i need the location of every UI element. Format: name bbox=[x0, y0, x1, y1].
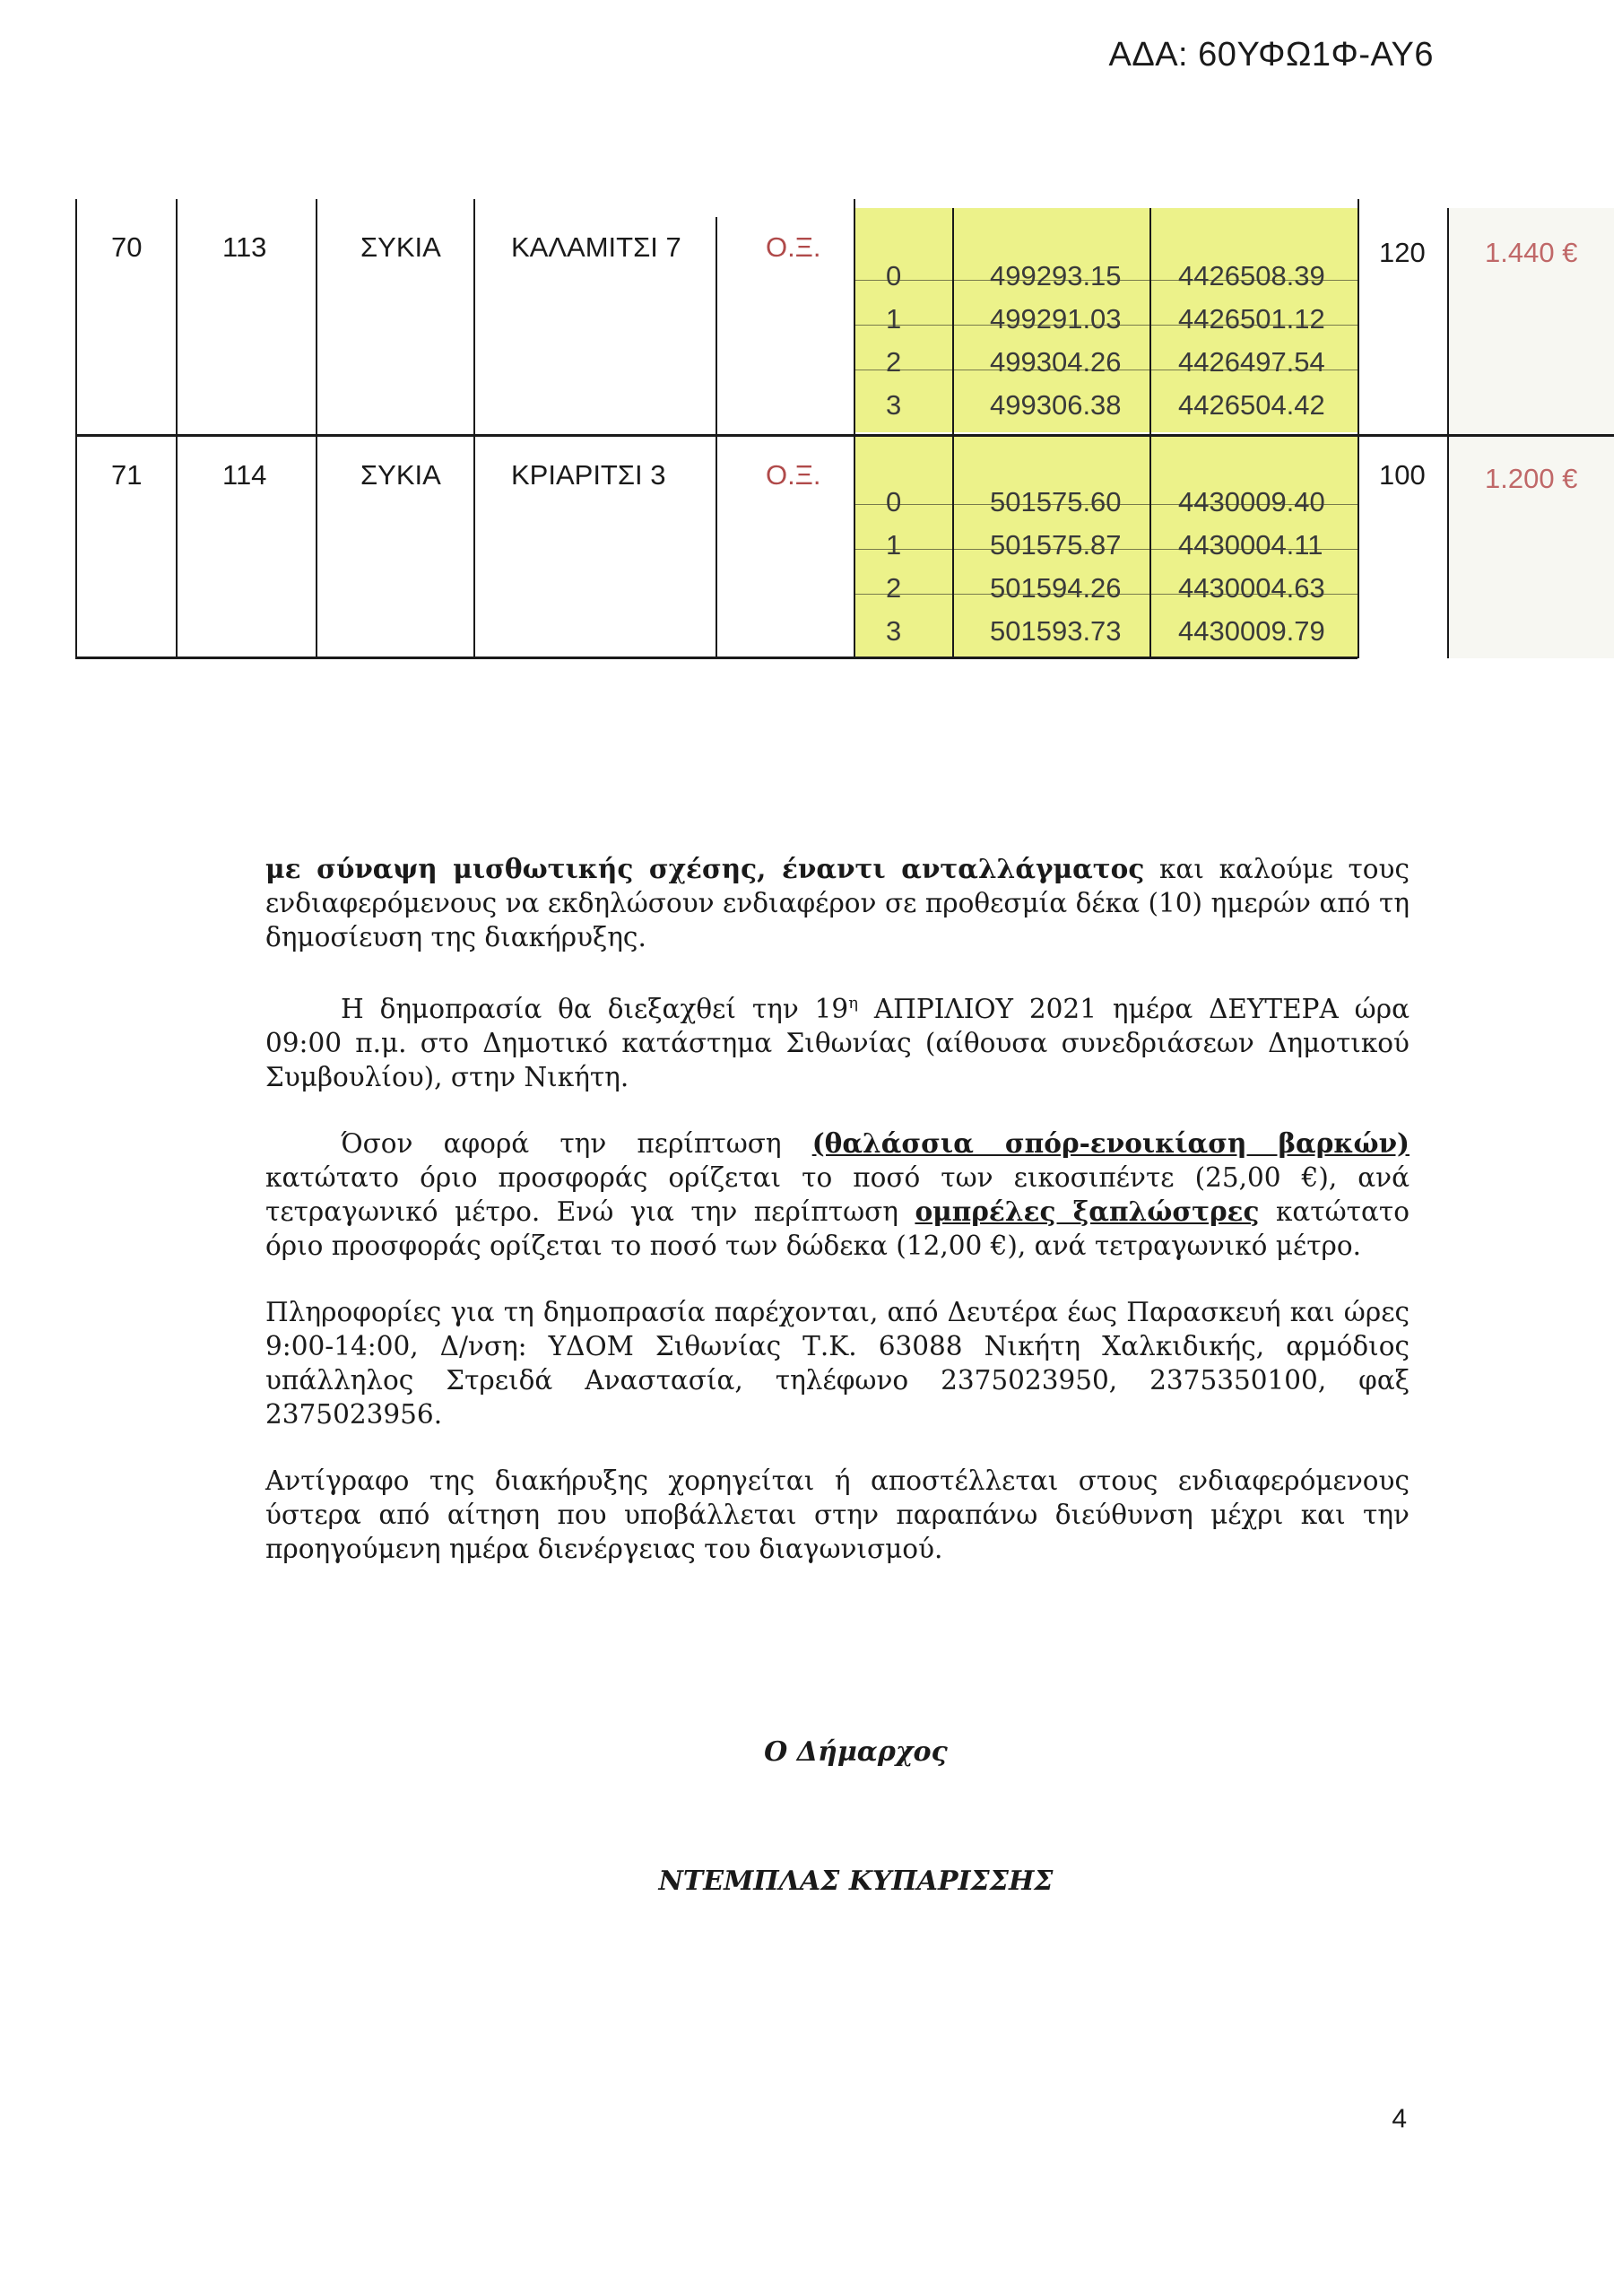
row-code: 114 bbox=[222, 459, 267, 491]
row-price: 1.200 € bbox=[1485, 463, 1578, 494]
paragraph-prices: Όσον αφορά την περίπτωση (θαλάσσια σπόρ-ενοικίαση βαρκών) κατώτατο όριο προσφοράς ορίζεται το ποσό των εικοσιπέντε (25,00 €), ανά τετραγωνικό μέτρο. Ενώ για την περίπτωση ομπρέλες ξαπλώστρες κατώτατο όριο προσφοράς ορίζεται το ποσό των δώδεκα (12,00 €), ανά τετραγωνικό μέτρο. bbox=[265, 1126, 1410, 1261]
price-column-bg bbox=[1447, 208, 1614, 658]
ada-code: ΑΔΑ: 60ΥΦΩ1Φ-ΑΥ6 bbox=[1108, 36, 1434, 74]
coord-row: 1 501575.87 4430004.11 bbox=[886, 529, 1323, 561]
coord-row: 0 501575.60 4430009.40 bbox=[886, 486, 1325, 517]
row-use: Ο.Ξ. bbox=[766, 459, 821, 491]
coord-row: 1 499291.03 4426501.12 bbox=[886, 303, 1325, 335]
col-line bbox=[176, 199, 178, 658]
row-divider-right bbox=[1357, 434, 1614, 437]
coord-row: 3 499306.38 4426504.42 bbox=[886, 389, 1325, 421]
col-line bbox=[75, 199, 77, 658]
col-line bbox=[473, 199, 475, 658]
land-table bbox=[75, 199, 1614, 658]
row-use: Ο.Ξ. bbox=[766, 231, 821, 263]
body-text bbox=[265, 852, 1409, 1566]
paragraph-intro: με σύναψη μισθωτικής σχέσης, έναντι ανταλλάγματος και καλούμε τους ενδιαφερόμενους να εκδηλώσουν ενδιαφέρον σε προθεσμία δέκα (10) ημερών από τη δημοσίευση της διακήρυξης. bbox=[265, 853, 1410, 952]
col-line bbox=[1447, 208, 1449, 658]
page-number: 4 bbox=[1392, 2104, 1407, 2134]
row-code: 113 bbox=[222, 231, 267, 263]
col-line bbox=[1357, 199, 1359, 658]
paragraph-auction-date: Η δημοπρασία θα διεξαχθεί την $19^\eta$ ΑΠΡΙΛΙΟΥ 2021 ημέρα ΔΕΥΤΕΡΑ ώρα 09:00 π.μ. στο Δημοτικό κατάστημα Σιθωνίας (αίθουσα συνεδριάσεων Δημοτικού Συμβουλίου), στην Νικήτη. bbox=[265, 993, 1409, 1092]
row-sqm: 100 bbox=[1379, 459, 1426, 491]
row-aa: 71 bbox=[111, 459, 143, 491]
coord-row: 2 501594.26 4430004.63 bbox=[886, 572, 1325, 604]
row-location: ΚΑΛΑΜΙΤΣΙ 7 bbox=[511, 231, 681, 263]
row-area: ΣΥΚΙΑ bbox=[360, 231, 441, 263]
signature-title: Ο Δήμαρχος bbox=[764, 1736, 948, 1768]
col-line bbox=[716, 217, 717, 658]
coord-row: 2 499304.26 4426497.54 bbox=[886, 346, 1325, 378]
row-price: 1.440 € bbox=[1485, 237, 1578, 268]
col-line bbox=[316, 199, 317, 658]
row-area: ΣΥΚΙΑ bbox=[360, 459, 441, 491]
paragraph-info: Πληροφορίες για τη δημοπρασία παρέχονται, από Δευτέρα έως Παρασκευή και ώρες 9:00-14:00, Δ/νση: ΥΔΟΜ Σιθωνίας Τ.Κ. 63088 Νικήτη Χαλκιδικής, αρμόδιος υπάλληλος Στρειδά Αναστασία, τηλέφωνο 2375023950, 2375350100, φαξ 2375023956. bbox=[265, 1296, 1409, 1430]
row-aa: 70 bbox=[111, 231, 143, 263]
coord-row: 0 499293.15 4426508.39 bbox=[886, 260, 1325, 291]
signature-name: ΝΤΕΜΠΛΑΣ ΚΥΠΑΡΙΣΣΗΣ bbox=[658, 1866, 1054, 1897]
row-sqm: 120 bbox=[1379, 237, 1426, 268]
paragraph-copy: Αντίγραφο της διακήρυξης χορηγείται ή αποστέλλεται στους ενδιαφερόμενους ύστερα από αίτηση που υποβάλλεται στην παραπάνω διεύθυνση μέχρι και την προηγούμενη ημέρα διενέργειας του διαγωνισμού. bbox=[265, 1465, 1409, 1564]
row-location: ΚΡΙΑΡΙΤΣΙ 3 bbox=[511, 459, 666, 491]
coord-row: 3 501593.73 4430009.79 bbox=[886, 615, 1325, 647]
